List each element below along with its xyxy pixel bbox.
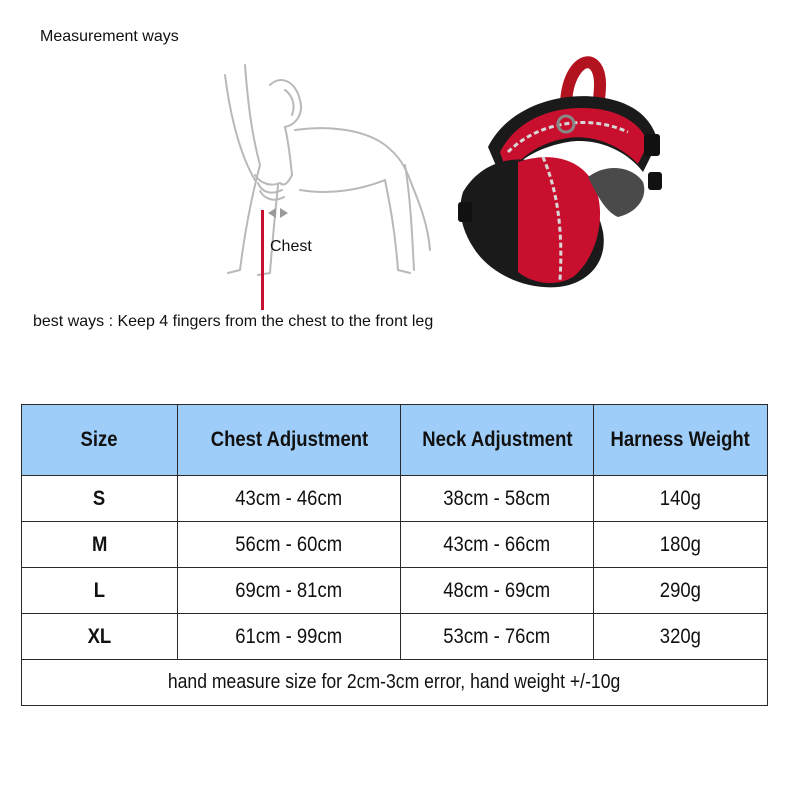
chest-cell: 43cm - 46cm [178, 476, 401, 522]
header-chest-adjustment: Chest Adjustment [178, 405, 401, 476]
size-chart-table [21, 404, 768, 706]
weight-cell: 140g [594, 476, 768, 522]
neck-cell: 43cm - 66cm [401, 522, 594, 568]
neck-cell: 38cm - 58cm [401, 476, 594, 522]
harness-product-image [448, 52, 680, 294]
page-title: Measurement ways [40, 28, 179, 45]
header-harness-weight: Harness Weight [594, 405, 768, 476]
size-cell: S [22, 476, 178, 522]
header-neck-adjustment: Neck Adjustment [401, 405, 594, 476]
table-row [22, 614, 768, 660]
table-row [22, 568, 768, 614]
table-row [22, 522, 768, 568]
table-header-row [22, 405, 768, 476]
table-note: hand measure size for 2cm-3cm error, hand weight +/-10g [22, 660, 768, 706]
weight-cell: 320g [594, 614, 768, 660]
chest-label: Chest [270, 238, 312, 255]
measurement-tip: best ways : Keep 4 fingers from the chest to the front leg [33, 313, 434, 330]
dog-measurement-illustration [200, 55, 445, 285]
chest-cell: 69cm - 81cm [178, 568, 401, 614]
weight-cell: 180g [594, 522, 768, 568]
neck-cell: 53cm - 76cm [401, 614, 594, 660]
size-cell: L [22, 568, 178, 614]
chest-measure-line [261, 210, 264, 310]
chest-cell: 61cm - 99cm [178, 614, 401, 660]
size-cell: M [22, 522, 178, 568]
neck-cell: 48cm - 69cm [401, 568, 594, 614]
weight-cell: 290g [594, 568, 768, 614]
chest-cell: 56cm - 60cm [178, 522, 401, 568]
size-cell: XL [22, 614, 178, 660]
table-note-row [22, 660, 768, 706]
table-row [22, 476, 768, 522]
header-size: Size [22, 405, 178, 476]
